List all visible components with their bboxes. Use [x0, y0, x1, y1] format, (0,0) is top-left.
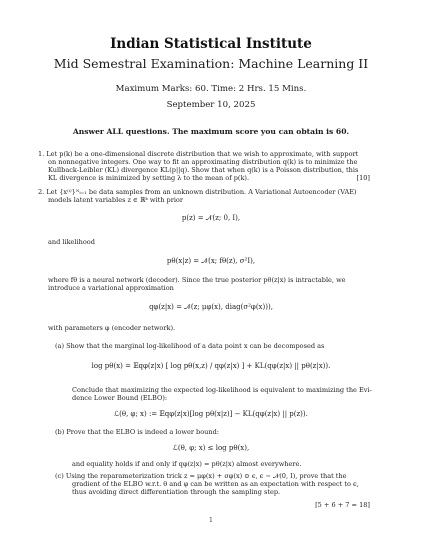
part-c-line-3: thus avoiding direct differentiation through the sampling step. [72, 488, 281, 496]
q2-marks: [5 + 6 + 7 = 18] [315, 501, 370, 509]
part-a-conclude-1: Conclude that maximizing the expected log-likelihood is equivalent to maximizing the Evi- [72, 386, 372, 394]
instructions: Answer ALL questions. The maximum score you can obtain is 60. [72, 127, 350, 136]
page-number: 1 [208, 516, 214, 524]
part-c-line-2: gradient of the ELBO w.r.t. θ and φ can be written as an expectation with respect to ϵ, [72, 480, 359, 488]
decoder-text-2: introduce a variational approximation [48, 284, 174, 292]
q1-line-2: on nonnegative integers. One way to fit an approximating distribution q(k) is to minimize the [48, 158, 358, 166]
part-b-equality: and equality holds if and only if qφ(z|x) = pθ(z|x) almost everywhere. [72, 460, 302, 468]
exam-date: September 10, 2025 [166, 100, 256, 110]
marks-and-time: Maximum Marks: 60. Time: 2 Hrs. 15 Mins. [115, 84, 307, 94]
q2-intro-1: 2. Let {x⁽ⁱ⁾}ᴺᵢ₌₁ be data samples from an unknown distribution. A Variational Autoencoder (VAE) [38, 188, 357, 196]
prior-equation: p(z) = 𝒩(z; 0, I), [181, 214, 241, 222]
q2-intro-2: models latent variables z ∈ ℝᵏ with prior [48, 196, 183, 204]
part-c-line-1: (c) Using the reparameterization trick z = μφ(x) + σφ(x) ⊙ ϵ, ϵ ∼ 𝒩(0, I), prove that the [55, 472, 347, 480]
elbo-equation: ℒ(θ, φ; x) := 𝔼qφ(z|x)[log pθ(x|z)] − KL(qφ(z|x) || p(z)). [114, 410, 308, 418]
encoder-text: with parameters φ (encoder network). [48, 324, 176, 332]
part-a-conclude-2: dence Lower Bound (ELBO): [72, 394, 168, 402]
q1-line-4: KL divergence is minimized by setting λ to the mean of p(k). [48, 174, 250, 182]
q1-line-3: Kullback-Leibler (KL) divergence KL(p||q). Show that when q(k) is a Poisson distribution, this [48, 166, 359, 174]
decoder-text-1: where fθ is a neural network (decoder). Since the true posterior pθ(z|x) is intractable, we [48, 276, 346, 284]
lower-bound-equation: ℒ(θ, φ; x) ≤ log pθ(x), [172, 444, 250, 452]
part-a-text: (a) Show that the marginal log-likelihood of a data point x can be decomposed as [55, 342, 325, 350]
institute-title: Indian Statistical Institute [110, 36, 312, 52]
part-b-text: (b) Prove that the ELBO is indeed a lower bound: [55, 428, 220, 436]
approx-equation: qφ(z|x) = 𝒩(z; μφ(x), diag(σ²φ(x))), [149, 303, 273, 311]
q1-line-1: 1. Let p(k) be a one-dimensional discrete distribution that we wish to approximate, with support [38, 150, 359, 158]
q1-marks: [10] [356, 174, 370, 182]
likelihood-label: and likelihood [48, 238, 95, 246]
exam-subtitle: Mid Semestral Examination: Machine Learning II [53, 56, 369, 71]
decomposition-equation: log pθ(x) = 𝔼qφ(z|x) [ log pθ(x,z) / qφ(z|x) ] + KL(qφ(z|x) || pθ(z|x)). [91, 362, 331, 370]
likelihood-equation: pθ(x|z) = 𝒩(x; fθ(z), σ²I), [166, 257, 256, 265]
